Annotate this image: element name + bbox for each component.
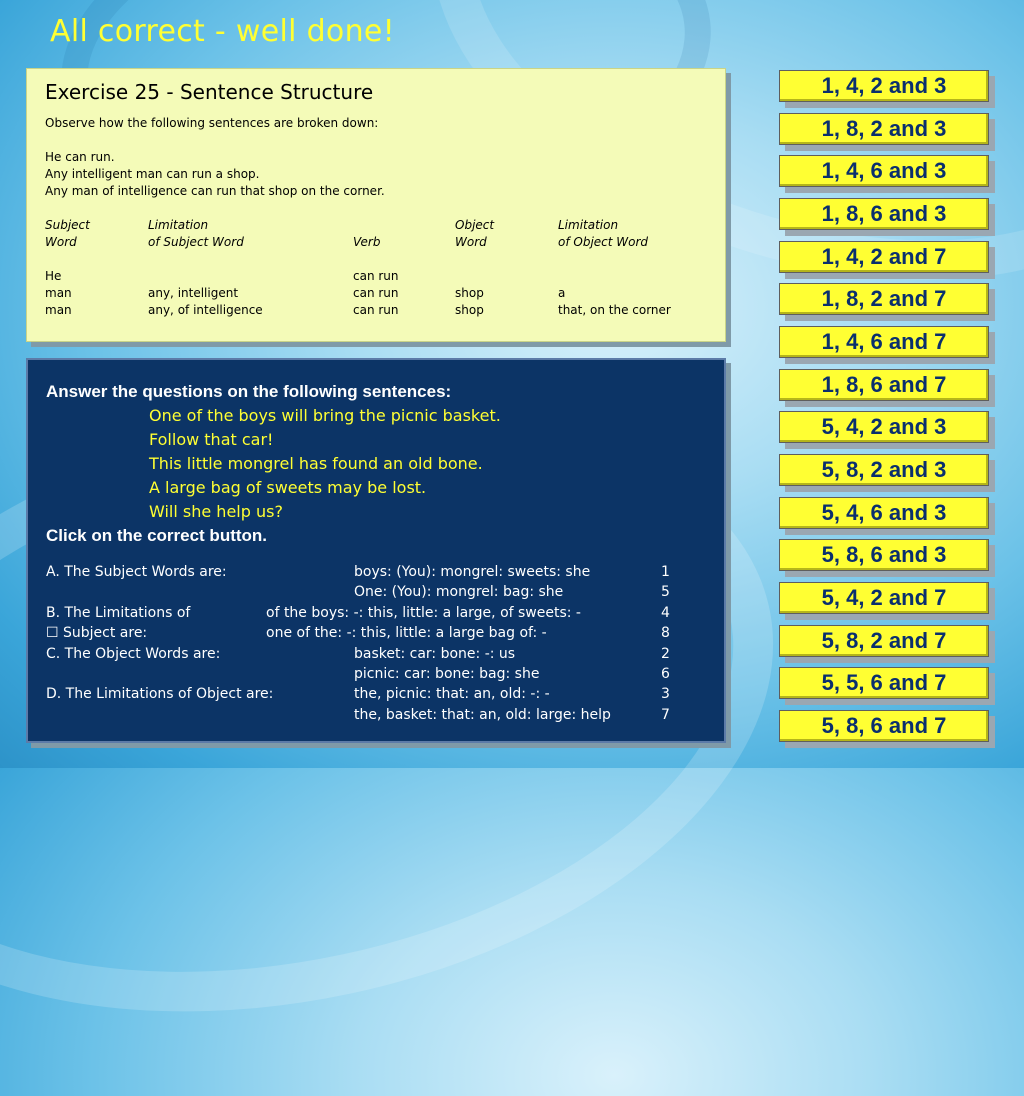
answer-button[interactable]: 5, 8, 6 and 3 [779,539,989,571]
table-cell: man [45,286,72,300]
instruction-text: Click on the correct button. [46,526,268,545]
answer-button[interactable]: 1, 8, 6 and 3 [779,198,989,230]
header-cell: Object [455,218,495,232]
question-sentence: One of the boys will bring the picnic basket. [149,406,501,425]
exercise-heading: Exercise 25 - Sentence Structure [45,80,374,104]
header-cell: Verb [353,235,381,249]
question-sentence: Will she help us? [149,502,283,521]
answer-button[interactable]: 1, 4, 6 and 3 [779,155,989,187]
answer-value: boys: (You): mongrel: sweets: she [354,564,591,580]
answer-label: ☐ Subject are: [46,625,148,642]
answer-number: 3 [661,686,670,703]
question-sentence: This little mongrel has found an old bone. [149,454,483,473]
answer-button[interactable]: 1, 4, 2 and 3 [779,70,989,102]
table-row [45,268,707,285]
answer-button[interactable]: 5, 5, 6 and 7 [779,667,989,699]
page-title: All correct - well done! [50,14,395,49]
answer-number: 8 [661,625,670,642]
header-cell: Word [455,235,487,249]
answer-number: 7 [661,706,670,723]
answer-button[interactable]: 1, 8, 6 and 7 [779,369,989,401]
header-cell: Limitation [148,218,209,232]
answer-number: 2 [661,645,670,662]
answer-label: C. The Object Words are: [46,645,221,662]
answer-row [46,646,706,666]
answer-row [46,625,706,645]
example-sentence: He can run. [45,150,115,164]
header-cell: Limitation [558,218,619,232]
answer-value: of the boys: -: this, little: a large, of sweets: - [266,604,581,621]
answer-button[interactable]: 1, 8, 2 and 3 [779,113,989,145]
header-cell: of Object Word [558,235,649,249]
example-sentence: Any intelligent man can run a shop. [45,167,260,181]
answer-value: the, basket: that: an, old: large: help [354,706,611,723]
questions-panel [26,358,726,743]
answer-label: D. The Limitations of Object are: [46,686,274,703]
table-cell: He [45,269,62,283]
table-cell: that, on the corner [558,303,671,317]
header-cell: of Subject Word [148,235,244,249]
exercise-panel [26,68,726,342]
table-cell: shop [455,303,484,317]
answer-value: One: (You): mongrel: bag: she [354,584,564,601]
table-header-row [45,234,707,251]
answer-button[interactable]: 5, 4, 2 and 3 [779,411,989,443]
answer-button[interactable]: 1, 4, 2 and 7 [779,241,989,273]
answer-row [46,686,706,706]
questions-heading: Answer the questions on the following sentences: [46,382,452,401]
answer-button[interactable]: 5, 4, 2 and 7 [779,582,989,614]
table-cell: can run [353,269,399,283]
answer-button[interactable]: 1, 4, 6 and 7 [779,326,989,358]
answer-value: one of the: -: this, little: a large bag of: - [266,625,547,642]
question-sentence: A large bag of sweets may be lost. [149,478,427,497]
table-cell: can run [353,303,399,317]
answer-button[interactable]: 5, 8, 2 and 7 [779,625,989,657]
answer-button[interactable]: 5, 8, 6 and 7 [779,710,989,742]
table-cell: a [558,286,566,300]
answer-value: picnic: car: bone: bag: she [354,665,540,682]
answer-number: 5 [661,584,670,601]
header-cell: Word [45,235,77,249]
question-sentence: Follow that car! [149,430,274,449]
answer-number: 6 [661,665,670,682]
table-cell: any, of intelligence [148,303,263,317]
answer-label: B. The Limitations of [46,604,191,621]
answer-row [46,584,706,604]
example-sentence: Any man of intelligence can run that shop on the corner. [45,184,385,198]
table-cell: man [45,303,72,317]
answer-row [46,564,706,584]
answer-row [46,707,706,727]
table-cell: shop [455,286,484,300]
table-cell: can run [353,286,399,300]
answer-row [46,666,706,686]
answer-button[interactable]: 5, 8, 2 and 3 [779,454,989,486]
answer-number: 1 [661,564,670,580]
table-cell: any, intelligent [148,286,239,300]
answer-label: A. The Subject Words are: [46,564,227,580]
answer-value: the, picnic: that: an, old: -: - [354,686,550,703]
answer-button[interactable]: 5, 4, 6 and 3 [779,497,989,529]
answer-value: basket: car: bone: -: us [354,645,516,662]
header-cell: Subject [45,218,90,232]
answer-number: 4 [661,604,670,621]
answer-button[interactable]: 1, 8, 2 and 7 [779,283,989,315]
answer-row [46,605,706,625]
table-row [45,302,707,319]
exercise-intro: Observe how the following sentences are broken down: [45,116,379,130]
table-row [45,285,707,302]
table-header-row [45,217,707,234]
